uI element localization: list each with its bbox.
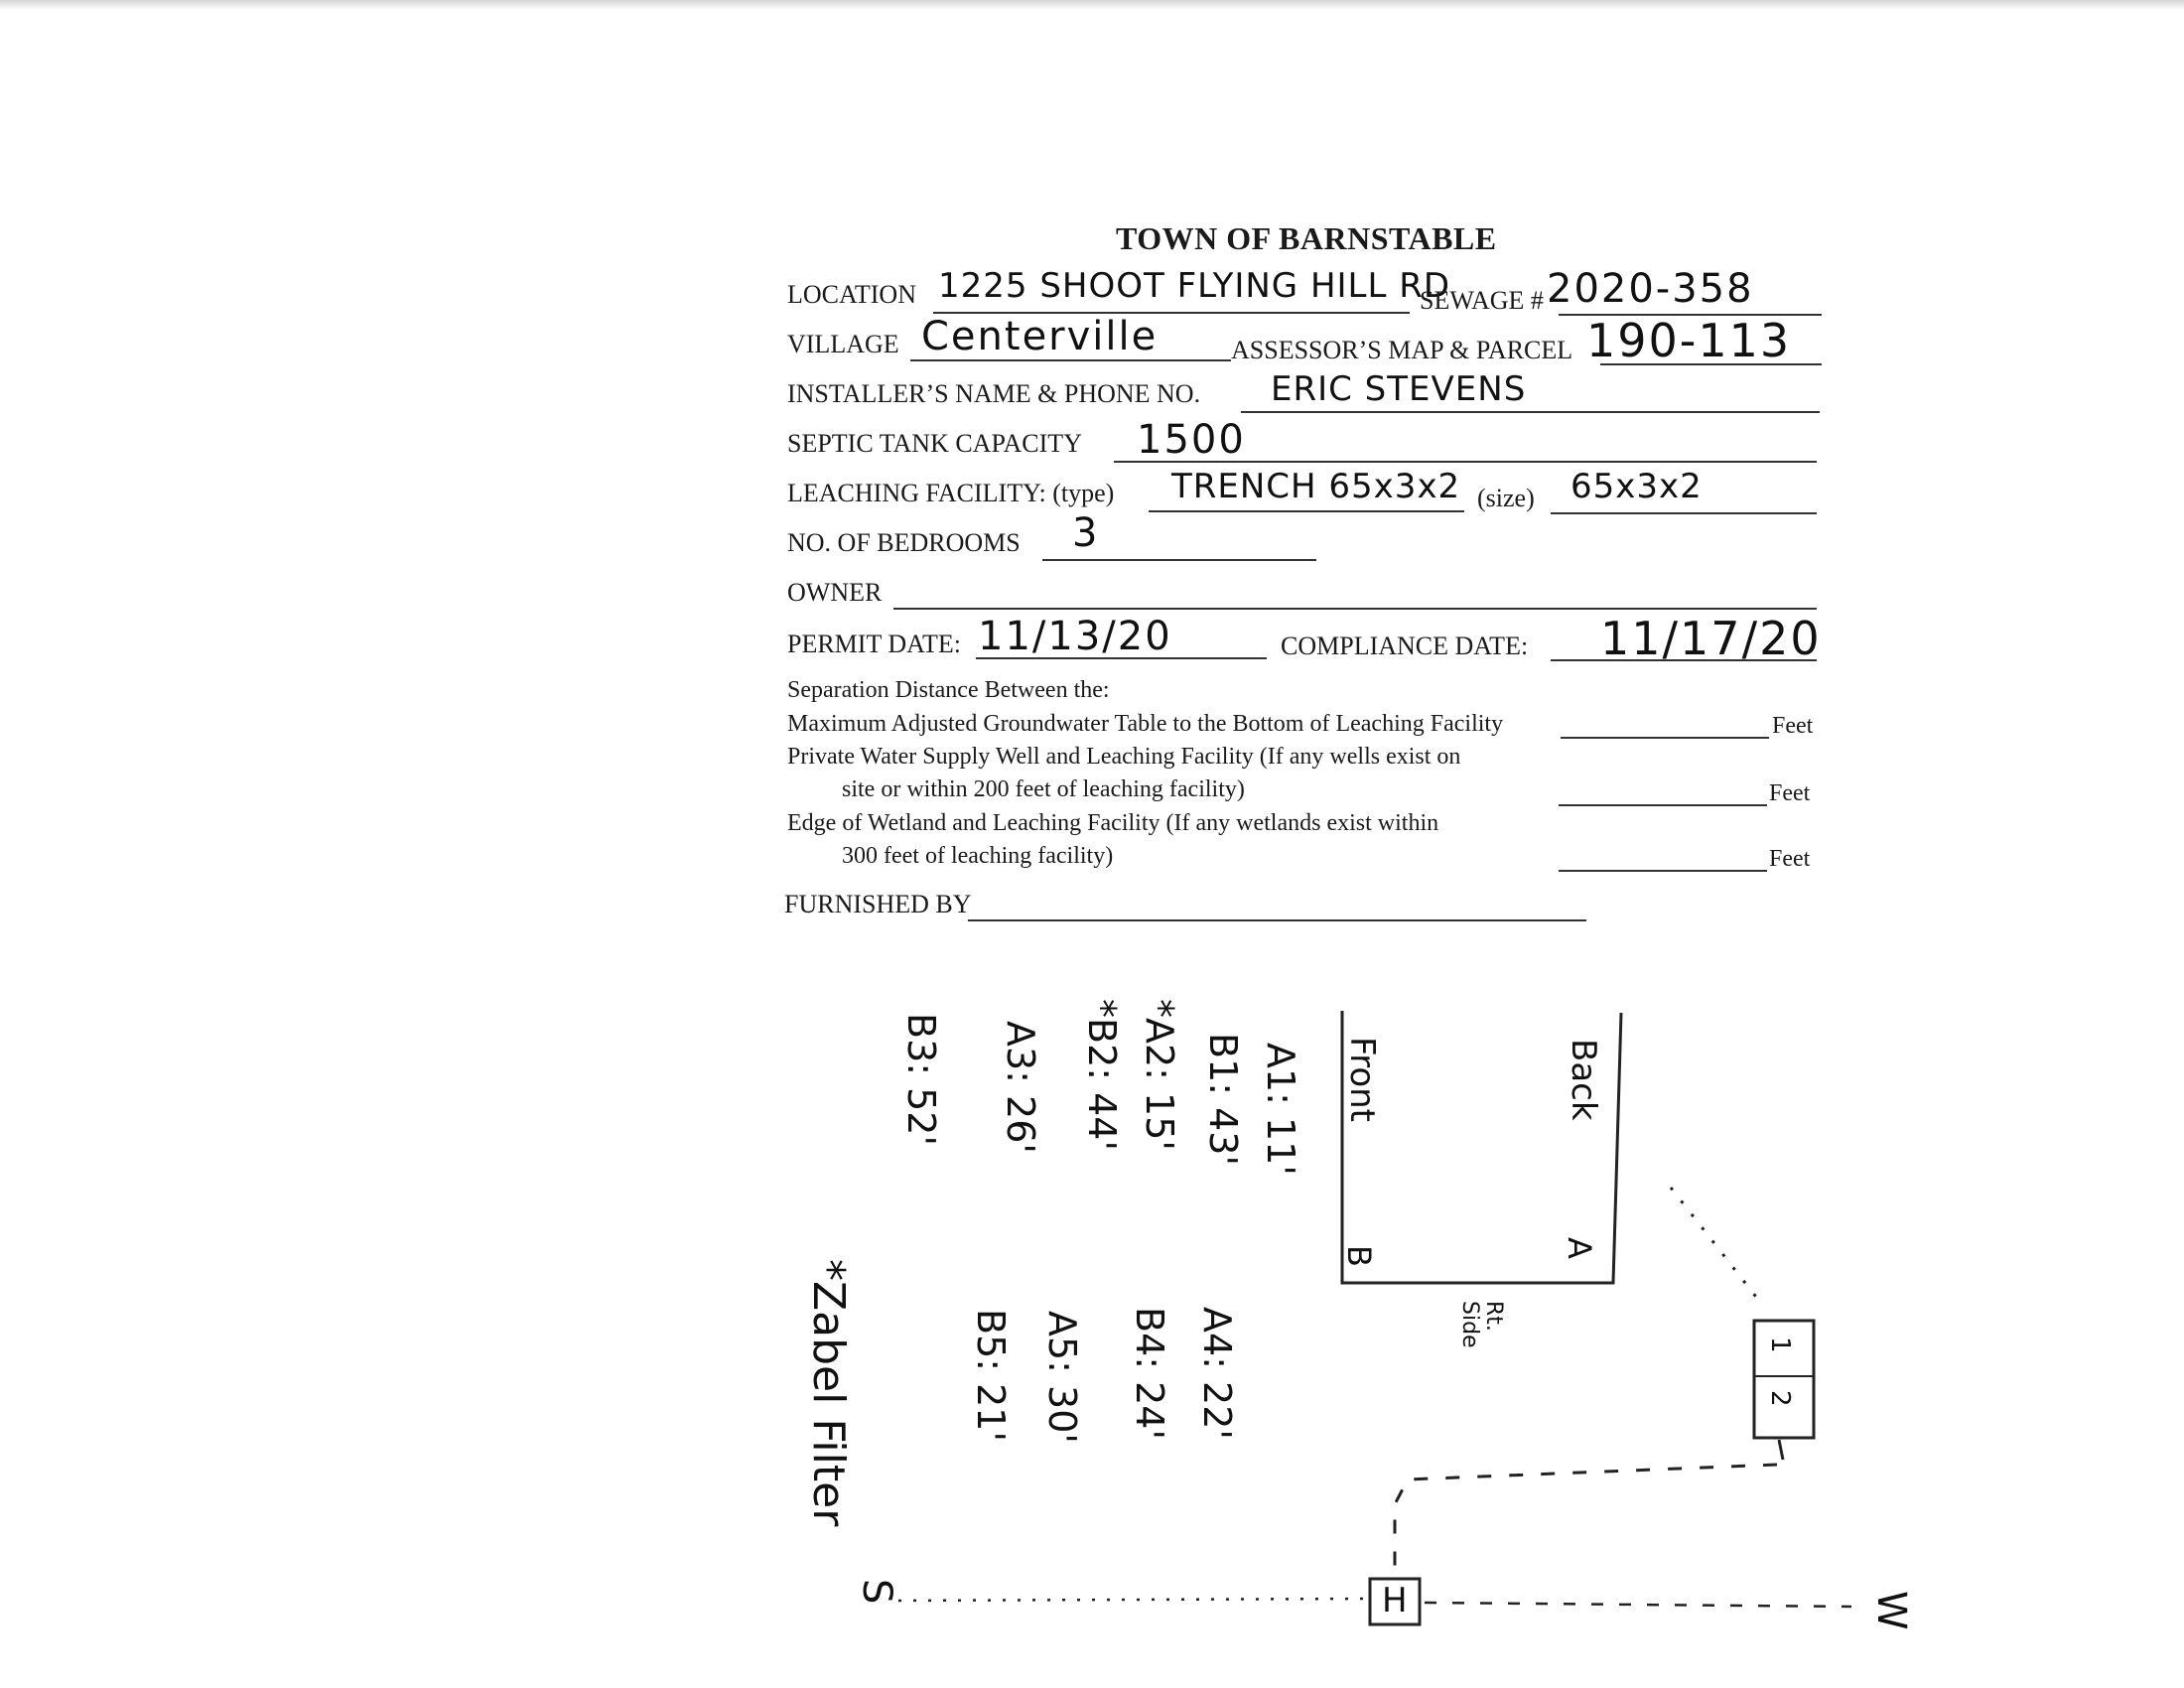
west-label: W	[1868, 1591, 1914, 1630]
installer-value: ERIC STEVENS	[1271, 369, 1527, 409]
leaching-size-value: 65x3x2	[1570, 467, 1703, 506]
leaching-size-label: (size)	[1477, 484, 1535, 512]
separation-heading: Separation Distance Between the:	[787, 677, 1110, 703]
village-label: VILLAGE	[787, 330, 899, 358]
owner-label: OWNER	[787, 578, 883, 607]
assessor-label: ASSESSOR’S MAP & PARCEL	[1231, 336, 1573, 364]
compliance-date-value: 11/17/20	[1600, 612, 1822, 665]
filter-note: *Zabel Filter	[803, 1259, 854, 1527]
measure-a5: A5: 30'	[1040, 1311, 1084, 1444]
measure-b4: B4: 24'	[1128, 1307, 1171, 1440]
sep-groundwater-text: Maximum Adjusted Groundwater Table to the Bottom of Leaching Facility	[787, 711, 1504, 737]
measure-b3: B3: 52'	[899, 1013, 943, 1146]
sep-wetland-text-2: 300 feet of leaching facility)	[842, 843, 1114, 869]
leaching-type-label: LEACHING FACILITY: (type)	[787, 479, 1115, 507]
sep-wetland-unit: Feet	[1769, 846, 1811, 872]
rt-side-label: Rt. Side	[1457, 1301, 1506, 1348]
tank-capacity-label: SEPTIC TANK CAPACITY	[787, 429, 1082, 458]
measure-b2: *B2: 44'	[1080, 999, 1124, 1151]
sep-well-text-2: site or within 200 feet of leaching facility)	[842, 776, 1245, 802]
location-label: LOCATION	[787, 280, 916, 309]
back-label: Back	[1564, 1039, 1603, 1121]
house-to-tank-line	[1671, 1188, 1759, 1301]
leaching-type-value: TRENCH 65x3x2	[1171, 467, 1461, 506]
tank-capacity-value: 1500	[1137, 417, 1246, 463]
dbox-label: H	[1382, 1581, 1408, 1620]
sewage-label: SEWAGE #	[1420, 286, 1544, 315]
measure-b1: B1: 43'	[1201, 1033, 1245, 1166]
village-value: Centerville	[921, 314, 1159, 359]
west-dashed-line	[1425, 1603, 1851, 1607]
form-title: TOWN OF BARNSTABLE	[1116, 220, 1497, 256]
south-label: S	[854, 1579, 899, 1605]
sep-wetland-text-1: Edge of Wetland and Leaching Facility (If any wetlands exist within	[787, 810, 1439, 836]
measure-a3: A3: 26'	[999, 1021, 1042, 1154]
furnished-by-label: FURNISHED BY	[784, 890, 972, 918]
compliance-date-label: COMPLIANCE DATE:	[1281, 632, 1529, 660]
assessor-value: 190-113	[1586, 314, 1792, 367]
measure-a4: A4: 22'	[1195, 1307, 1239, 1440]
installer-label: INSTALLER’S NAME & PHONE NO.	[787, 379, 1201, 408]
bedrooms-label: NO. OF BEDROOMS	[787, 528, 1021, 557]
measure-b5: B5: 21'	[969, 1309, 1013, 1442]
south-dotted-line	[898, 1599, 1368, 1601]
measure-a1: A1: 11'	[1259, 1043, 1302, 1176]
measure-a2: *A2: 15'	[1138, 999, 1181, 1151]
sep-well-unit: Feet	[1769, 780, 1811, 806]
tank-to-dbox-line	[1395, 1465, 1777, 1579]
permit-date-label: PERMIT DATE:	[787, 630, 962, 658]
sep-well-text-1: Private Water Supply Well and Leaching Facility (If any wells exist on	[787, 744, 1461, 770]
corner-a-label: A	[1561, 1237, 1598, 1259]
sep-groundwater-unit: Feet	[1772, 713, 1814, 739]
bedrooms-value: 3	[1072, 510, 1100, 556]
front-label: Front	[1342, 1037, 1382, 1122]
tank-compartment-2: 2	[1765, 1390, 1795, 1407]
location-value: 1225 SHOOT FLYING HILL RD	[938, 266, 1451, 306]
corner-b-label: B	[1340, 1245, 1378, 1267]
sewage-value: 2020-358	[1547, 266, 1754, 312]
tank-compartment-1: 1	[1765, 1336, 1795, 1353]
permit-date-value: 11/13/20	[978, 614, 1172, 659]
